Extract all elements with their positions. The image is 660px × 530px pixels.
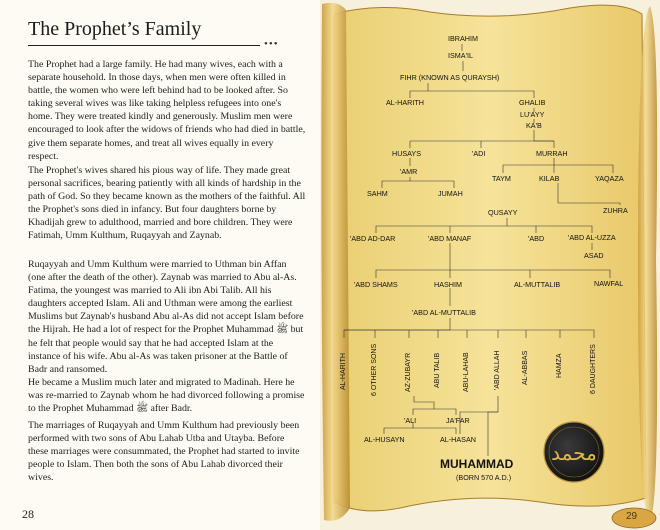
node-abd: 'ABD [528,234,545,243]
child-abd-allah: 'ABD ALLAH [494,350,501,390]
node-luayy: LU'AYY [520,110,545,119]
title-rule [28,45,260,46]
page-title: The Prophet’s Family [28,18,202,40]
child-6-daughters: 6 DAUGHTERS [590,344,597,394]
node-ibrahim: IBRAHIM [448,34,478,43]
node-amr: 'AMR [400,167,418,176]
node-hashim: HASHIM [434,280,462,289]
ornament-dots: ••• [264,38,279,50]
node-abd-al-muttalib: 'ABD AL-MUTTALIB [412,308,476,317]
node-qusayy: QUSAYY [488,208,518,217]
node-al-husayn: AL-HUSAYN [364,435,405,444]
node-yaqaza: YAQAZA [595,174,624,183]
node-kilab: KILAB [539,174,560,183]
page-number-right: 29 [626,511,638,522]
node-ismail: ISMA'IL [448,51,473,60]
paragraph-3: Ruqayyah and Umm Kulthum were married to Uthman bin Affan (one after the death of the other). Zaynab was married to Abu al-As. Fatima, the youngest was married to Ali ibn Abi Talib. All his daughters accepted Islam. Ali and Uthman were among the earliest Muslims but Zaynab's husband Abu al-As did not accept Islam before the Hijrah. He had a lot of respect for the Prophet Muhammad ﷺ but he felt that people would say that he had accepted Islam at the instance of his wife. Abu al-As was taken prisoner at the Battle of Badr and ransomed. [28,259,304,375]
node-taym: TAYM [492,174,511,183]
paragraph-1: The Prophet had a large family. He had many wives, each with a separate household. In those days, when men were often killed in battle, the women who were left behind had to be looked after. So taking several wives was like taking helpless refugees into one's home. They were treated kindly and generously. Muslim men were encouraged to look after the widows of friends who had died in battle, give them separate homes, and treat all wives equally in every respect. [28,59,306,162]
child-abu-talib: ABU TALIB [434,352,441,388]
child-abu-lahab: ABU-LAHAB [463,352,470,392]
node-al-harith-1: AL-HARITH [386,98,424,107]
scroll-roll-right [638,6,657,522]
node-ali: 'ALI [404,416,417,425]
node-abd-manaf: 'ABD MANAF [428,234,472,243]
paragraph-4: He became a Muslim much later and migrated to Madinah. Here he was re-married to Zaynab whom he had divorced following a promise to the Prophet Muhammad ﷺ after Badr. [28,377,305,415]
child-6-other-sons: 6 OTHER SONS [371,343,378,396]
node-abd-shams: 'ABD SHAMS [354,280,398,289]
child-hamza: HAMZA [556,353,563,378]
node-nawfal: NAWFAL [594,279,624,288]
node-asad: ASAD [584,251,604,260]
scroll-roll-left [321,3,350,521]
node-jumah: JUMAH [438,189,463,198]
node-zuhra: ZUHRA [603,206,628,215]
left-page [0,0,320,530]
node-kab: KA'B [526,121,542,130]
node-muhammad: MUHAMMAD [440,457,514,471]
node-murrah: MURRAH [536,149,568,158]
node-muhammad-born: (BORN 570 A.D.) [456,473,512,482]
node-al-hasan: AL-HASAN [440,435,476,444]
child-al-harith: AL-HARITH [340,353,347,390]
node-fihr: FIHR (KNOWN AS QURAYSH) [400,73,500,82]
node-al-muttalib: AL-MUTTALIB [514,280,561,289]
node-jafar: JA'FAR [446,416,470,425]
node-abd-ad-dar: 'ABD AD-DAR [350,234,396,243]
child-az-zubayr: AZ-ZUBAYR [405,352,412,392]
right-page [320,0,660,530]
node-abd-al-uzza: 'ABD AL-UZZA [568,233,616,242]
page-number-left: 28 [22,507,34,521]
node-husays: HUSAYS [392,149,422,158]
child-al-abbas: AL-ABBAS [522,350,529,385]
node-sahm: SAHM [367,189,388,198]
node-ghalib: GHALIB [519,98,546,107]
seal-calligraphy: محمد [551,441,597,465]
paragraph-2: The Prophet's wives shared his pious way of life. They made great personal sacrifices, bearing patiently with all kinds of hardship in the path of God. So they became known as the mothers of the faithful. All the Prophet's sons died in infancy. But four daughters borne by Khadijah grew to adulthood, married and bore children. They were Fatimah, Umm Kulthum, Ruqayyah and Zaynab. [28,165,306,242]
paragraph-5: The marriages of Ruqayyah and Umm Kulthum had previously been performed with two sons of Abu Lahab Utba and Utayba. Before these marriages were consummated, the Prophet had started to invite people to Islam. Then both the sons of Abu Lahab divorced their wives. [28,420,300,484]
node-adi: 'ADI [472,149,486,158]
